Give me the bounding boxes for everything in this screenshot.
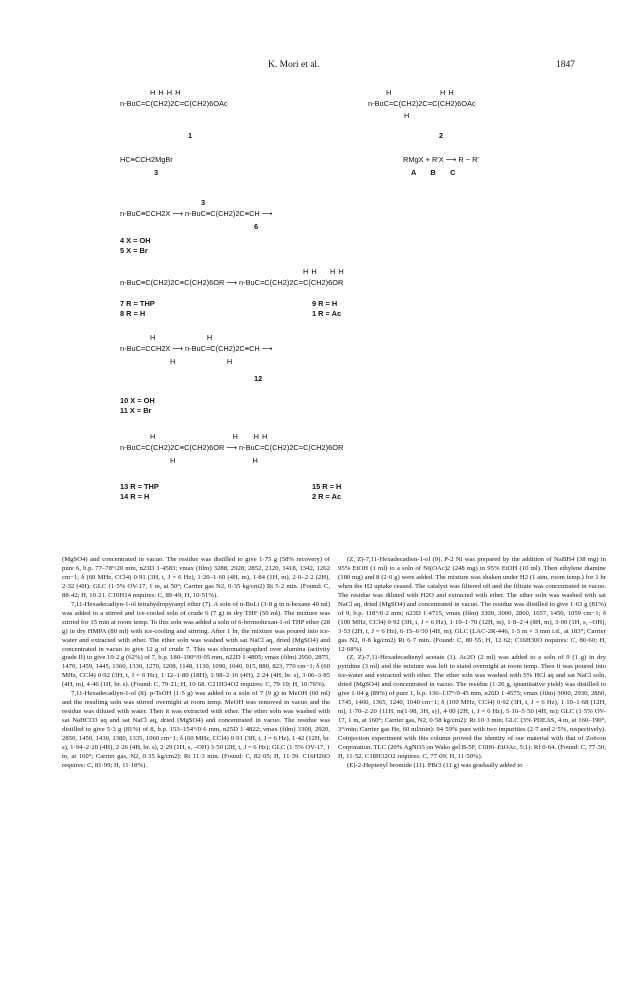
left-paragraph: 7,11-Hexadecadiyn-1-ol (8). p-TsOH (1·5 g) was added to a soln of 7 (9 g) in MeOH (60 ml) and the resulting soln was stirred overnight at room temp. MeOH was removed in vacuo and the residue was diluted with water. Then it was extracted with ether. The ether soln was washed with sat NaHCO3 aq and sat NaCl aq, dried (MgSO4) and concentrated in vacuo. The residue was distilled to give 5·3 g (81%) of 8, b.p. 153–154°/0·6 mm, n25D 1·4822; νmax (film) 3300, 2920, 2850, 1450, 1430, 1380, 1335, 1060 cm−1; δ (60 MHz, CCl4) 0·91 (3H, t, J = 6 Hz), 1·42 (12H, br. s), 1·94–2·20 (4H), 2·26 (4H, br. s), 2·29 (1H, s, –OH) 3·50 (2H, t, J = 6 Hz); GLC (1·5% OV-17, 1 m, at 160°; Carrier gas, N2, 0·35 kg/cm2): Rt 11·3 min. (Found: C, 82·05; H, 11·39. C16H26O requires: C, 81·99; H, 11·18%). bbox=[62, 690, 330, 769]
left-text-column bbox=[62, 556, 330, 771]
left-paragraph: 7,11-Hexadecadiyn-1-ol tetrahydropyranyl ether (7). A soln of n-BuLi (3·8 g in n-hexane 40 ml) was added to a stirred and ice-cooled soln of crude 6 (7 g) in dry THF (50 ml). The mixture was stirred for 15 min at room temp. To this soln was added a soln of 6-bromohexan-1-ol THP ether (28 g) in dry HMPA (80 ml) with ice-cooling and stirring. After 1 hr, the mixture was poured into ice-water and extracted with ether. The ether soln was washed with sat NaCl aq, dried (MgSO4) and concentrated in vacuo to give 12 g of crude 7. This was chromatographed over alumina (activity grade II) to give 10·2 g (62%) of 7, b.p. 180–190°/0·05 mm, n22D 1·4805; νmax (film) 2950, 2875, 1470, 1459, 1445, 1360, 1330, 1270, 1208, 1148, 1130, 1090, 1040, 915, 880, 823, 770 cm−1; δ (60 MHz, CCl4) 0·92 (3H, t, J = 6 Hz), 1·12–1·80 (18H), 1·98–2·16 (4H), 2·24 (4H, br. s), 3·06–3·85 (4H, m), 4·46 (1H, br. s). (Found: C, 79·21; H, 10·68. C21H34O2 requires: C, 79·19; H, 10·76%). bbox=[62, 600, 330, 689]
running-title: K. Mori et al. bbox=[268, 60, 320, 70]
scheme-r8: 8 R = H bbox=[120, 309, 146, 318]
scheme-r7: 7 R = THP bbox=[120, 299, 155, 308]
scheme-compound-1-number: 1 bbox=[188, 131, 193, 140]
left-paragraph: (MgSO4) and concentrated in vacuo. The residue was distilled to give 1·75 g (58% recovery) of pure 6, b.p. 77–78°/20 mm, n23D 1·4583; νmax (film) 3288, 2928, 2852, 2120, 1418, 1342, 1262 cm−1; δ (60 MHz, CCl4) 0·91 (3H, t, J = 6 Hz), 1·20–1·60 (4H, m), 1·84 (1H, m), 2·0–2·2 (2H), 2·32 (4H); GLC (1·5% OV-17, 1 m, at 50°; Carrier gas N2, 0·35 kg/cm2) Rt 5·2 min. (Found: C, 88·42; H, 10·21. C10H14 requires: C, 89·49; H, 10·51%). bbox=[62, 556, 330, 599]
scheme-compound-13-formula: n-BuC=C(CH2)2C≡C(CH2)6OR ⟶ n-BuC=C(CH2)2C=C(CH2)6OR bbox=[120, 443, 344, 452]
scheme-compound-2-formula: n-BuC=C(CH2)2C=C(CH2)6OAc bbox=[368, 99, 476, 108]
scheme-r2: 2 R = Ac bbox=[312, 492, 342, 501]
scheme-r13: 13 R = THP bbox=[120, 482, 159, 491]
scheme-c12-hydrogens-below: H H bbox=[170, 357, 233, 366]
scheme-step3-product: 6 bbox=[254, 222, 259, 231]
scheme-c7-hydrogens: H H H H bbox=[303, 267, 345, 276]
scheme-c13-hydrogens-below: H H bbox=[170, 456, 259, 465]
scheme-step3-reagent: 3 bbox=[201, 198, 206, 207]
scheme-c2-hydrogen-left: H bbox=[386, 88, 392, 97]
scheme-step3-formula: n-BuC≡CCH2X ⟶ n-BuC≡C(CH2)2C≡CH ⟶ bbox=[120, 209, 273, 218]
right-text-column bbox=[338, 556, 606, 771]
scheme-x10: 10 X = OH bbox=[120, 396, 155, 405]
right-paragraph: (Z, Z)-7,11-Hexadecadienyl acetate (1). Ac2O (2 ml) was added to a soln of 9 (1 g) in dry pyridine (3 ml) and the mixture was left to stand overnight at room temp. Then it was poured into ice-water and extracted with ether. The ether soln was washed with 5% HCl aq and sat NaCl soln, dried (MgSO4) and concentrated in vacuo. The residue (1·20 g, quantitative yield) was distilled to give 1·04 g (89%) of pure 1, b.p. 136–137°/0·45 mm, n26D 1·4575; νmax (film) 3000, 2930, 2860, 1745, 1460, 1365, 1240, 1040 cm−1; δ (100 MHz, CCl4) 0·92 (3H, t, J = 6 Hz), 1·10–1·68 (12H, m), 1·70–2·20 {11H, m(1·98, 3H, s)}, 4·00 (2H, t, J = 6 Hz), 5·16–5·50 (4H, m); GLC (1·5% OV-17, 1 m, at 160°; Carrier gas, N2, 0·58 kg/cm2): Rt 10·3 min; GLC (3% PDEAS, 4 m, at 160–190°, 3°/min; Carrier gas He, 60 ml/min): 94·59% pure with two impurities (2·7 and 2·5%, respectively). Coinjection experiment with this column proved the identity of our material with that of Zoëcon Corporation. TLC (20% AgNO3 on Wako gel B-5F, C6H6–EtOAc, 5:1): Rf 0·64. (Found: C, 77·30; H, 11·52. C18H32O2 requires: C, 77·09; H, 11·50%). bbox=[338, 654, 606, 760]
scheme-compound-1-formula: n-BuC=C(CH2)2C=C(CH2)6OAc bbox=[120, 99, 228, 108]
scheme-r15: 15 R = H bbox=[312, 482, 342, 491]
scheme-general-reaction: RMgX + R'X ⟶ R − R' bbox=[403, 155, 479, 164]
page-number: 1847 bbox=[556, 60, 575, 70]
right-paragraph: (Z, Z)-7,11-Hexadecadien-1-ol (9). P-2 Ni was prepared by the addition of NaBH4 (38 mg) in 95% EtOH (1 ml) to a soln of Ni(OAc)2 (248 mg) in 95% EtOH (10 ml). Then ethylene diamine (180 mg) and 8 (2·0 g) were added. The mixture was shaken under H2 (1 atm, room temp.) for 1 hr when the H2 uptake ceased. The catalyst was filtered off and the filtrate was concentrated in vacuo. The residue was diluted with H2O and extracted with ether. The ether soln was washed with sat NaCl aq, dried (MgSO4) and concentrated in vacuo. The residue was distilled to give 1·63 g (81%) of 9, b.p. 118°/0·2 mm; n23D 1·4715, νmax (film) 3300, 3000, 2860, 1657, 1450, 1059 cm−1; δ (100 MHz, CCl4) 0·92 (3H, t, J = 6 Hz), 1·10–1·70 (12H, m), 1·8–2·4 (8H, m), 3·00 (1H, s, –OH), 3·53 (2H, t, J = 6 Hz), 6·15–6·50 (4H, m); GLC (LAC-2R-446, 1·5 m × 3 mm i.d., at 183°; Carrier gas N2, 0·8 kg/cm2) Rt 6·7 min. (Found: C, 80·55; H, 12·62; C16H30O requires: C, 80·60; H, 12·68%). bbox=[338, 556, 606, 653]
right-paragraph: (E)-2-Heptenyl bromide (11). PBr3 (11 g) was gradually added to bbox=[347, 761, 523, 769]
scheme-c12-hydrogens: H H bbox=[150, 333, 213, 342]
scheme-x5: 5 X = Br bbox=[120, 246, 148, 255]
scheme-compound-7-formula: n-BuC≡C(CH2)2C≡C(CH2)6OR ⟶ n-BuC=C(CH2)2C=C(CH2)6OR bbox=[120, 278, 344, 287]
scheme-c13-hydrogens: H H H H bbox=[150, 432, 268, 441]
scheme-r1: 1 R = Ac bbox=[312, 309, 342, 318]
scheme-compound-3-formula: HC≡CCH2MgBr bbox=[120, 155, 173, 164]
scheme-r14: 14 R = H bbox=[120, 492, 150, 501]
scheme-compound-12-formula: n-BuC=CCH2X ⟶ n-BuC=C(CH2)2C≡CH ⟶ bbox=[120, 344, 273, 353]
scheme-r9: 9 R = H bbox=[312, 299, 338, 308]
scheme-x11: 11 X = Br bbox=[120, 406, 152, 415]
scheme-c1-hydrogens: H H H H bbox=[150, 88, 182, 97]
scheme-general-reaction-labels: A B C bbox=[411, 168, 456, 177]
scheme-compound-12-number: 12 bbox=[254, 374, 263, 383]
scheme-compound-2-number: 2 bbox=[439, 131, 444, 140]
scheme-c2-hydrogen-below: H bbox=[404, 111, 410, 120]
scheme-compound-3-number: 3 bbox=[154, 168, 159, 177]
scheme-c2-hydrogens-right: H H bbox=[440, 88, 455, 97]
scheme-x4: 4 X = OH bbox=[120, 236, 151, 245]
